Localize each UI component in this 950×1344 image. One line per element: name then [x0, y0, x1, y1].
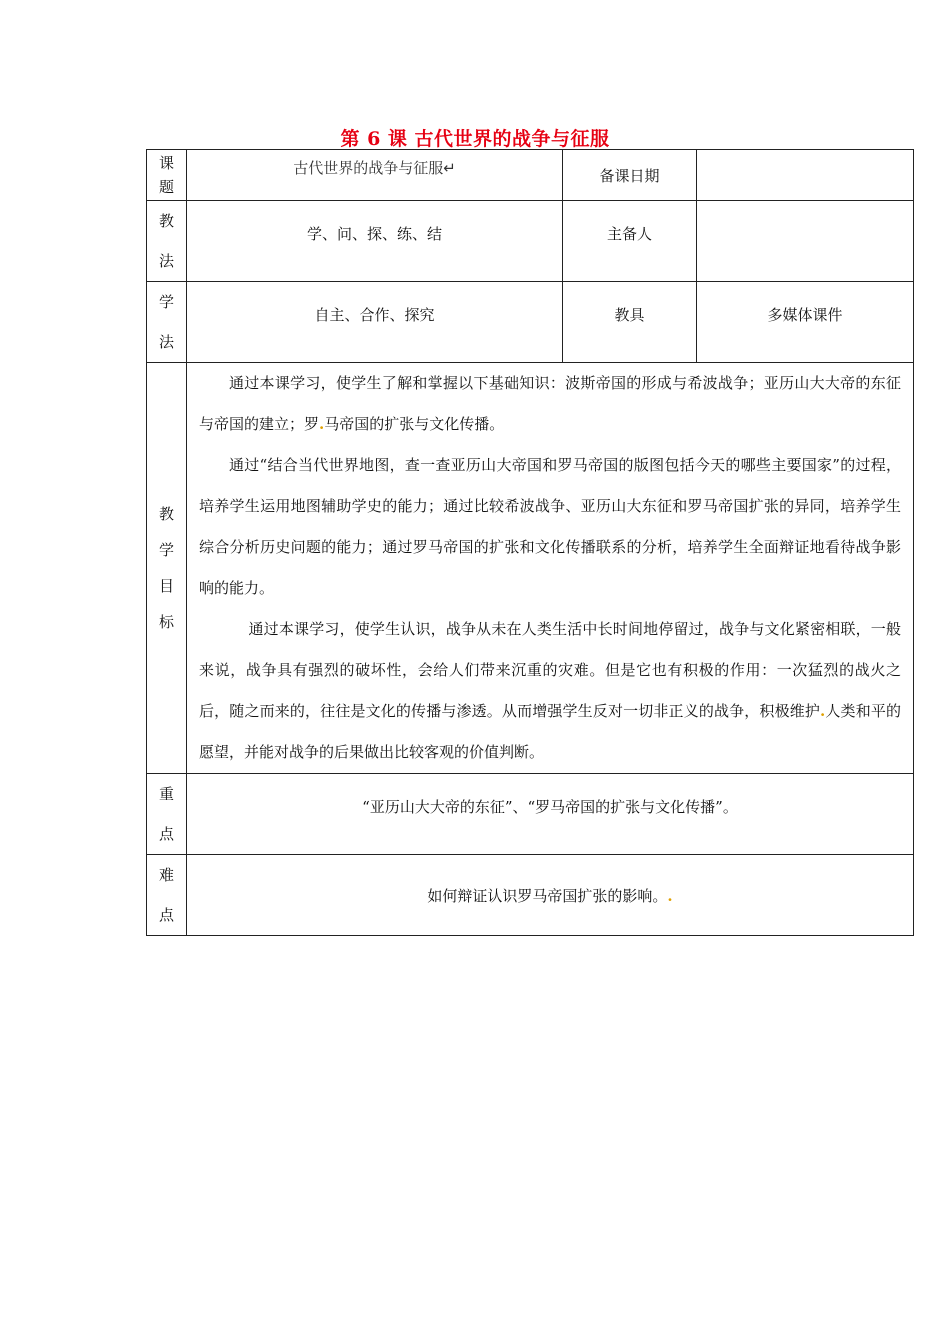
preparer-label: 主备人	[563, 201, 697, 282]
topic-value-cell	[187, 150, 563, 201]
row-topic	[147, 150, 914, 201]
row-learning-method	[147, 282, 914, 363]
label-key-points: 重 点	[147, 774, 187, 855]
teaching-method-value: 学、问、探、练、结	[187, 201, 563, 282]
difficulties-value: 如何辩证认识罗马帝国扩张的影响。	[427, 886, 668, 905]
row-difficulties	[147, 855, 914, 936]
page-title: 第 6 课 古代世界的战争与征服	[340, 128, 610, 150]
objectives-content	[187, 363, 914, 774]
learning-method-value: 自主、合作、探究	[187, 282, 563, 363]
label-objectives: 教 学 目 标	[147, 363, 187, 774]
lesson-plan-table	[146, 149, 914, 936]
difficulties-cell	[187, 855, 914, 936]
row-objectives	[147, 363, 914, 774]
objective-paragraph-ability: 通过“结合当代世界地图，查一查亚历山大帝国和罗马帝国的版图包括今天的哪些主要国家”的过程，培养学生运用地图辅助学史的能力；通过比较希波战争、亚历山大东征和罗马帝国扩张的异同，培养学生综合分析历史问题的能力；通过罗马帝国的扩张和文化传播联系的分析，培养学生全面辩证地看待战争影响的能力。	[199, 456, 901, 597]
objective-paragraph-knowledge: 通过本课学习，使学生了解和掌握以下基础知识：波斯帝国的形成与希波战争；亚历山大大帝的东征与帝国的建立；罗.马帝国的扩张与文化传播。	[199, 374, 901, 433]
teaching-aids-value: 多媒体课件	[697, 282, 914, 363]
label-difficulties: 难 点	[147, 855, 187, 936]
prep-date-value	[697, 150, 914, 201]
prep-date-label: 备课日期	[563, 150, 697, 201]
teaching-aids-label: 教具	[563, 282, 697, 363]
objective-paragraph-values: 通过本课学习，使学生认识，战争从未在人类生活中长时间地停留过，战争与文化紧密相联，一般来说，战争具有强烈的破坏性，会给人们带来沉重的灾难。但是它也有积极的作用：一次猛烈的战火之后，随之而来的，往往是文化的传播与渗透。从而增强学生反对一切非正义的战争，积极维护.人类和平的愿望，并能对战争的后果做出比较客观的价值判断。	[199, 620, 901, 761]
row-teaching-method	[147, 201, 914, 282]
preparer-value	[697, 201, 914, 282]
topic-value: 古代世界的战争与征服↵	[293, 158, 456, 177]
label-learning-method: 学 法	[147, 282, 187, 363]
row-key-points	[147, 774, 914, 855]
key-points-value: “亚历山大大帝的东征”、“罗马帝国的扩张与文化传播”。	[187, 774, 914, 855]
mark-dot: .	[667, 886, 673, 905]
label-topic: 课 题	[147, 150, 187, 201]
label-teaching-method: 教 法	[147, 201, 187, 282]
